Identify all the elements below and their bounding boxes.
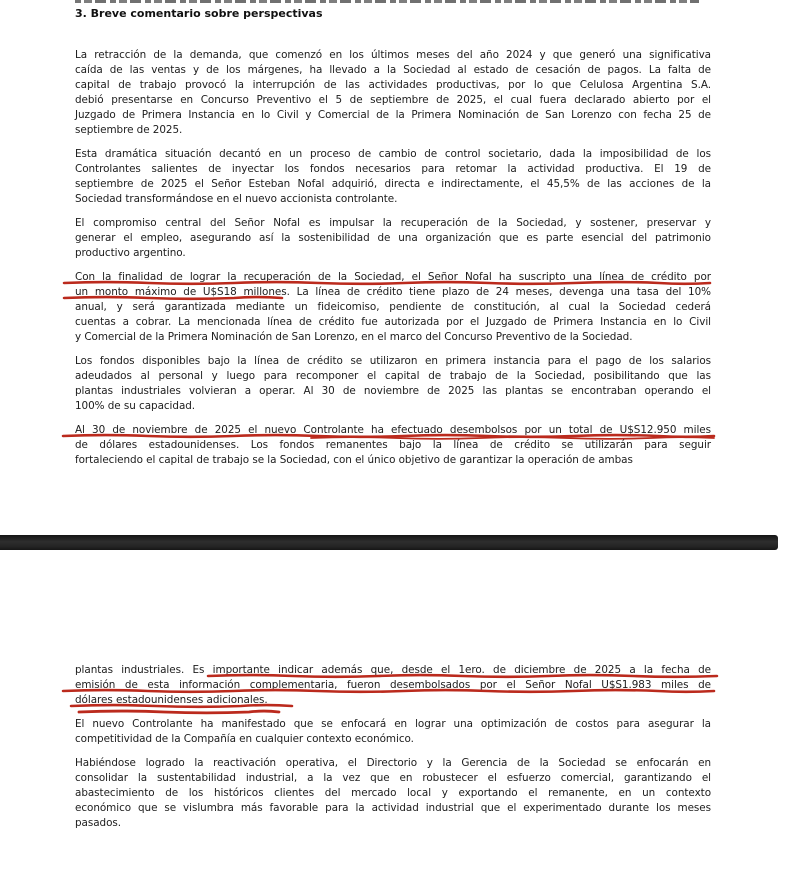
text-line: 100% de su capacidad. [75,400,196,412]
clipped-previous-line-remnant [75,0,699,3]
text-line: Juzgado de Primera Instancia en lo Civil y Comercial de la Primera Nominación de San Lorenzo con fecha 25 de [75,109,711,121]
red-underline-annotation [78,708,280,716]
paragraph [75,663,711,708]
text-line: Con la finalidad de lograr la recuperación de la Sociedad, el Señor Nofal ha suscripto una línea de crédito por [75,270,711,285]
paragraph [75,717,711,747]
page2-text-column [75,663,711,831]
paragraph [75,354,711,414]
text-line: generar el empleo, asegurando así la sostenibilidad de una organización que es parte esencial del patrimonio [75,232,711,244]
paragraph [75,270,711,345]
text-line: Controlantes salientes de inyectar los fondos necesarios para retomar la actividad productiva. El 19 de [75,163,711,175]
text-line: Los fondos disponibles bajo la línea de crédito se utilizaron en primera instancia para el pago de los salarios [75,355,711,367]
text-line: adeudados al personal y luego para recomponer el capital de trabajo de la Sociedad, posibilitando que las [75,370,711,382]
text-line: Esta dramática situación decantó en un proceso de cambio de control societario, dada la imposibilidad de los [75,148,711,160]
text-line: competitividad de la Compañía en cualquier contexto económico. [75,733,414,745]
text-line: de dólares estadounidenses. Los fondos remanentes bajo la línea de crédito se utilizarán para seguir [75,439,711,451]
text-line: consolidar la sustentabilidad industrial, a la vez que en robustecer el esfuerzo comercial, garantizando el [75,772,711,784]
text-line: abastecimiento de los históricos clientes del mercado local y exportando el remanente, en un contexto [75,787,711,799]
text-line: cuentas a cobrar. La mencionada línea de crédito fue autorizada por el Juzgado de Primera Instancia en lo Civil [75,316,711,328]
text-line: fortaleciendo el capital de trabajo se la Sociedad, con el único objetivo de garantizar la operación de ambas [75,454,633,466]
paragraph [75,423,711,468]
text-line: y Comercial de la Primera Nominación de San Lorenzo, en el marco del Concurso Preventivo de la Sociedad. [75,331,633,343]
paragraph [75,48,711,138]
paragraph [75,216,711,261]
text-line: dólares estadounidenses adicionales. [75,693,711,708]
text-line: Al 30 de noviembre de 2025 el nuevo Controlante ha efectuado desembolsos por un total de U$S12.950 miles [75,423,711,438]
text-line: emisión de esta información complementaria, fueron desembolsados por el Señor Nofal U$S1.983 miles de [75,678,711,693]
page-separator-bar [0,535,778,550]
page1-text-column [75,48,711,468]
text-line: capital de trabajo provocó la interrupción de las actividades productivas, por lo que Celulosa Argentina S.A. [75,79,711,91]
text-line: septiembre de 2025 el Señor Esteban Nofal adquirió, directa e indirectamente, el 45,5% de las acciones de la [75,178,711,190]
text-line: septiembre de 2025. [75,124,183,136]
text-line: pasados. [75,817,122,829]
text-line: plantas industriales volvieran a operar. Al 30 de noviembre de 2025 las plantas se encontraban operando el [75,385,711,397]
text-line: un monto máximo de U$S18 millones. La línea de crédito tiene plazo de 24 meses, devenga una tasa del 10% [75,285,711,300]
text-line: debió presentarse en Concurso Preventivo el 5 de septiembre de 2025, el cual fuera declarado abierto por el [75,94,711,106]
text-line: Sociedad transformándose en el nuevo accionista controlante. [75,193,398,205]
section-title: 3. Breve comentario sobre perspectivas [75,7,323,20]
text-line: económico que se vislumbra más favorable para la actividad industrial que el experimentado durante los meses [75,802,711,814]
paragraph [75,756,711,831]
text-line: El nuevo Controlante ha manifestado que se enfocará en lograr una optimización de costos para asegurar la [75,718,711,730]
text-line: anual, y será garantizada mediante un fideicomiso, pendiente de constitución, al cual la Sociedad cederá [75,301,711,313]
red-underline-annotation [70,702,293,710]
text-line: Habiéndose logrado la reactivación operativa, el Directorio y la Gerencia de la Sociedad se enfocarán en [75,757,711,769]
text-line: caída de las ventas y de los márgenes, ha llevado a la Sociedad al estado de cesación de pagos. La falta de [75,64,711,76]
text-line: El compromiso central del Señor Nofal es impulsar la recuperación de la Sociedad, y sostener, preservar y [75,217,711,229]
paragraph [75,147,711,207]
text-line: La retracción de la demanda, que comenzó en los últimos meses del año 2024 y que generó una significativa [75,49,711,61]
text-line: productivo argentino. [75,247,186,259]
text-line: plantas industriales. Es importante indicar además que, desde el 1ero. de diciembre de 2025 a la fecha de [75,663,711,678]
